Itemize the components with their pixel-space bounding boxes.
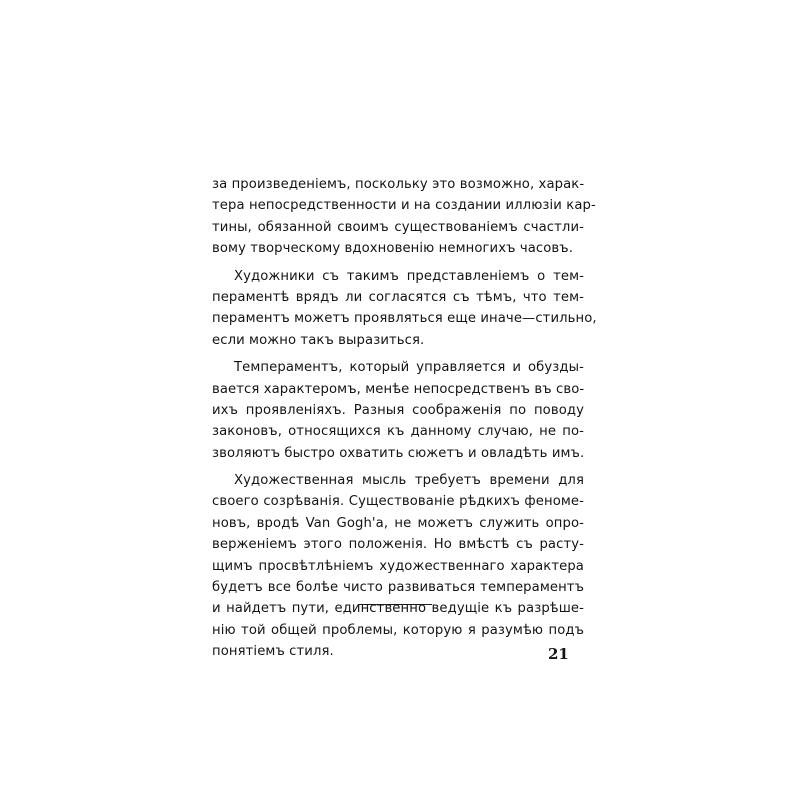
text-line: вому творческому вдохновенiю немногихъ часовъ. <box>212 241 573 257</box>
text-line: вается характеромъ, менѣе непосредственъ въ сво- <box>212 381 585 397</box>
text-line: новъ, вродѣ Van Gogh'a, не можетъ служить опро- <box>212 515 584 531</box>
paragraph-1 <box>212 174 596 260</box>
text-line: понятiемъ стиля. <box>212 644 334 660</box>
text-line: будетъ все болѣе чисто развиваться темпераментъ <box>212 580 584 596</box>
text-line: ихъ проявленiяхъ. Разныя соображенiя по поводу <box>212 402 584 418</box>
text-line: Темпераментъ, который управляется и обузды- <box>234 360 584 376</box>
text-line: за произведенiемъ, поскольку это возможно, харак- <box>212 177 585 192</box>
text-line: Художественная мысль требуетъ времени для <box>234 473 584 489</box>
page-number: 21 <box>548 645 569 663</box>
text-line: и найдетъ пути, единственно ведущiе къ разрѣше- <box>212 601 584 617</box>
text-line: щимъ просвѣтлѣнiемъ художественнаго характера <box>212 558 584 574</box>
paragraph-2 <box>212 266 597 352</box>
text-line: тера непосредственности и на создании иллюзiи кар- <box>212 198 596 214</box>
text-line: если можно такъ выразиться. <box>212 332 425 348</box>
paragraph-4 <box>212 470 584 663</box>
text-line: Художники съ такимъ представленiемъ о тем- <box>234 268 584 284</box>
text-line: пераментѣ врядъ ли согласятся съ тѣмъ, что тем- <box>212 289 584 305</box>
text-line: законовъ, относящихся къ данному случаю, не по- <box>212 424 584 440</box>
text-line: верженiемъ этого положенiя. Но вмѣстѣ съ расту- <box>212 537 584 553</box>
paragraph-3 <box>212 357 584 464</box>
body-text <box>212 174 597 669</box>
end-rule <box>358 604 432 605</box>
text-line: своего созрѣванiя. Существованiе рѣдкихъ феноме- <box>212 494 584 510</box>
text-line: зволяютъ быстро охватить сюжетъ и овладѣть имъ. <box>212 445 585 461</box>
text-line: пераментъ можетъ проявляться еще иначе—стильно, <box>212 311 597 327</box>
text-line: тины, обязанной своимъ существованiемъ счастли- <box>212 219 584 235</box>
text-line: нiю той общей проблемы, которую я разумѣю подъ <box>212 622 584 638</box>
